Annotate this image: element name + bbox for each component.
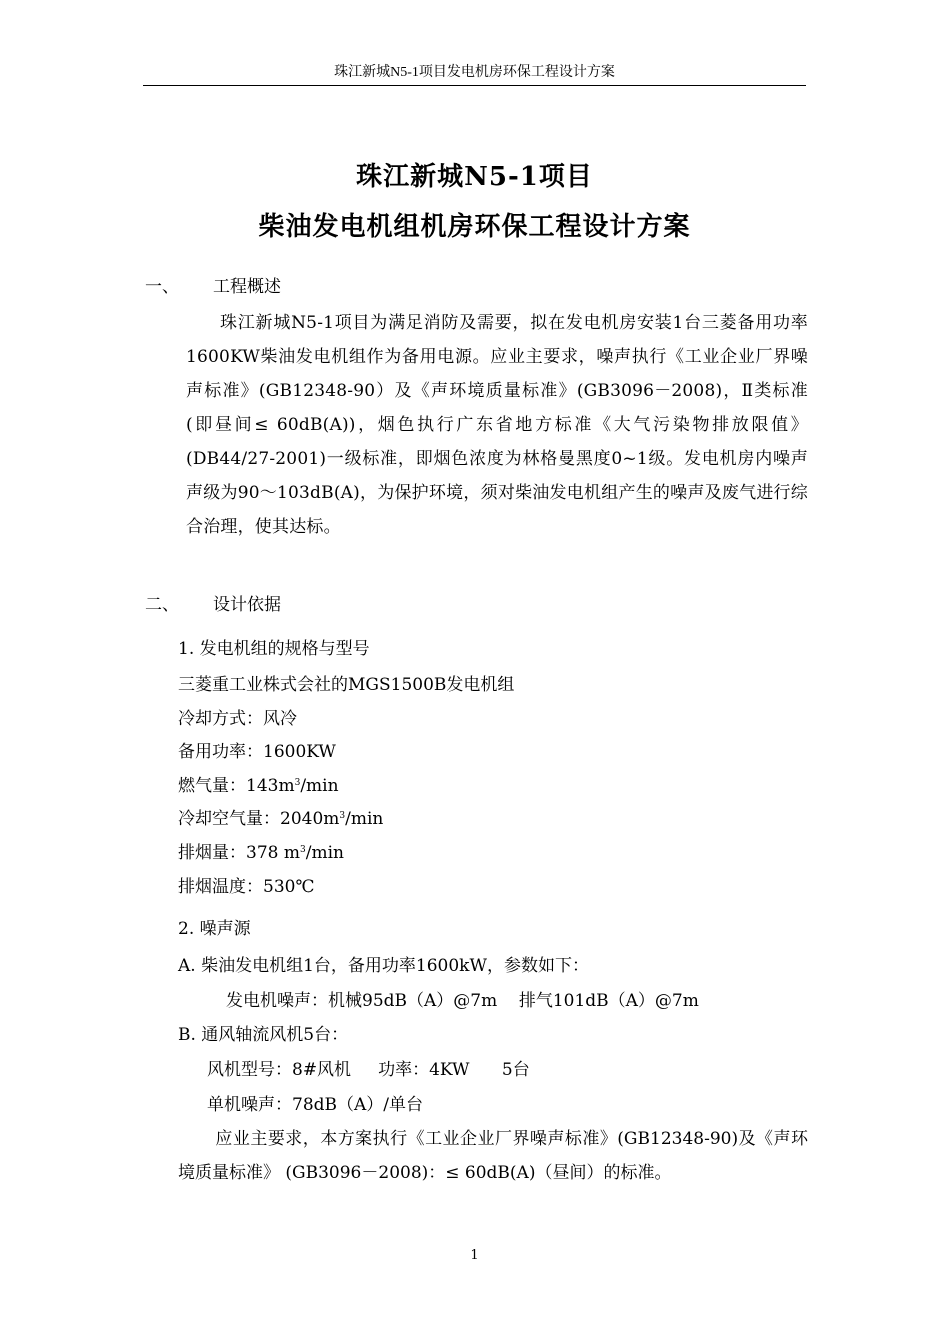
page-number: 1 [470,1248,479,1263]
fan-model: 风机型号：8#风机 功率：4KW 5台 [207,1060,530,1080]
cooling-method: 冷却方式：风冷 [178,709,297,729]
subsection-2-heading: 2. 噪声源 [178,919,251,939]
section-2-number: 二、 [145,595,179,615]
standard-statement: 应业主要求，本方案执行《工业企业厂界噪声标准》(GB12348-90)及《声环境质量标准》 (GB3096－2008)：≤ 60dB(A)（昼间）的标准。 [178,1129,808,1183]
generator-model: 三菱重工业株式会社的MGS1500B发电机组 [178,675,515,695]
section-1-number: 一、 [145,277,179,297]
running-header: 珠江新城N5-1项目发电机房环保工程设计方案 [334,65,615,80]
section-1-title: 工程概述 [213,277,281,297]
cooling-air-volume: 冷却空气量：$2040m^3/\min$ [178,809,384,829]
title-line-2: 柴油发电机组机房环保工程设计方案 [258,212,691,242]
exhaust-temperature: 排烟温度：530℃ [178,877,315,897]
title-line-1: 珠江新城N5-1项目 [356,162,593,192]
section-2-title: 设计依据 [213,595,281,615]
standby-power: 备用功率：1600KW [178,742,336,762]
noise-source-a-detail: 发电机噪声：机械95dB（A）@7m 排气101dB（A）@7m [226,991,699,1011]
section-1-paragraph: 珠江新城N5-1项目为满足消防及需要，拟在发电机房安装1台三菱备用功率1600KW柴油发电机组作为备用电源。应业主要求，噪声执行《工业企业厂界噪声标准》(GB12348-90）及《声环境质量标准》(GB3096－2008)，Ⅱ类标准(即昼间≤ 60dB(A))，烟色执行广东省地方标准《大气污染物排放限值》(DB44/27-2001)一级标准，即烟色浓度为林格曼黑度0~1级。发电机房内噪声声级为90～103dB(A)，为保护环境，须对柴油发电机组产生的噪声及废气进行综合治理，使其达标。 [186,313,808,537]
fuel-air-volume: 燃气量：$143m^3/\min$ [178,776,339,796]
subsection-1-heading: 1. 发电机组的规格与型号 [178,639,370,659]
noise-source-b: B. 通风轴流风机5台： [178,1025,349,1045]
exhaust-volume: 排烟量：378 $m^3/\min$ [178,843,344,863]
noise-source-a: A. 柴油发电机组1台，备用功率1600kW，参数如下： [178,956,589,976]
fan-noise: 单机噪声：78dB（A）/单台 [207,1095,424,1115]
header-rule [143,85,806,86]
